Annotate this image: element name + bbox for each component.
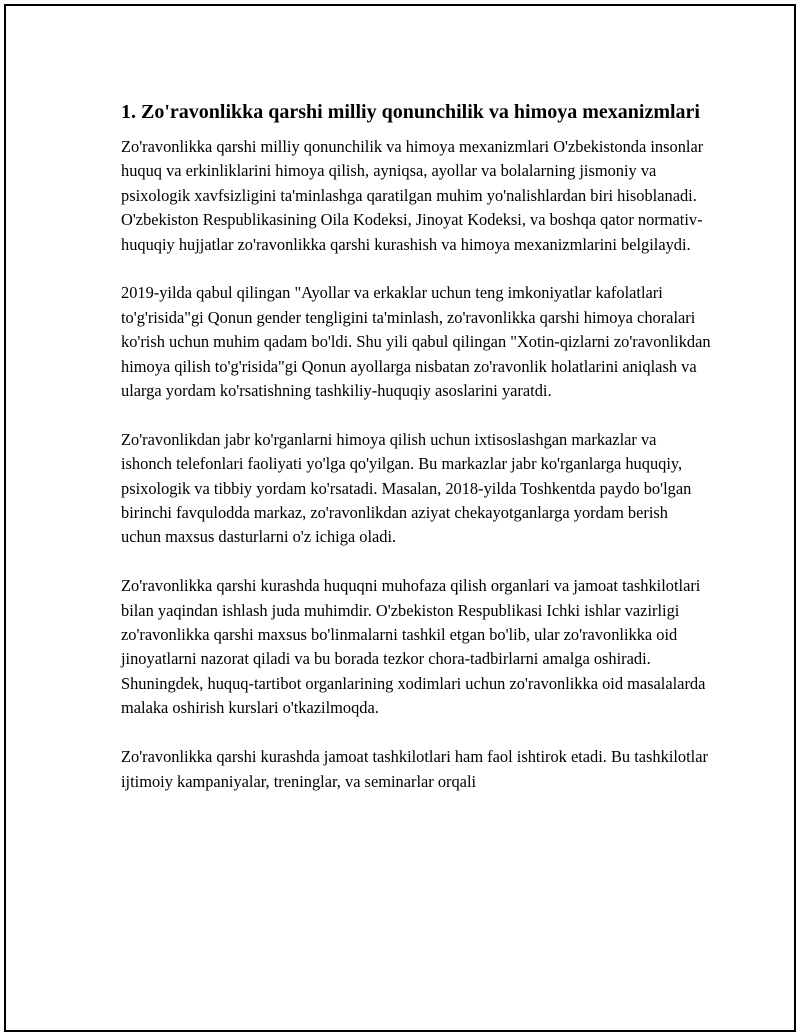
paragraph-2: 2019-yilda qabul qilingan "Ayollar va erkaklar uchun teng imkoniyatlar kafolatlari to'g'risida"gi Qonun gender tengligini ta'minlash, zo'ravonlikka qarshi himoya choralari ko'rish uchun muhim qadam bo'ldi. Shu yili qabul qilingan "Xotin-qizlarni zo'ravonlikdan himoya qilish to'g'risida"gi Qonun ayollarga nisbatan zo'ravonlik holatlarini aniqlash va ularga yordam ko'rsatishning tashkiliy-huquqiy asoslarini yaratdi. bbox=[121, 283, 711, 401]
paragraph-1: Zo'ravonlikka qarshi milliy qonunchilik va himoya mexanizmlari O'zbekistonda insonlar huquq va erkinliklarini himoya qilish, ayniqsa, ayollar va bolalarning jismoniy va psixologik xavfsizligini ta'minlashga qaratilgan muhim yo'nalishlardan biri hisoblanadi. O'zbekiston Respublikasining Oila Kodeksi, Jinoyat Kodeksi, va boshqa qator normativ-huquqiy hujjatlar zo'ravonlikka qarshi kurashish va himoya mexanizmlarini belgilaydi. bbox=[121, 137, 704, 254]
section-heading: 1. Zo'ravonlikka qarshi milliy qonunchilik va himoya mexanizmlari bbox=[121, 101, 700, 123]
paragraph-4: Zo'ravonlikka qarshi kurashda huquqni muhofaza qilish organlari va jamoat tashkilotlari bilan yaqindan ishlash juda muhimdir. O'zbekiston Respublikasi Ichki ishlar vazirligi zo'ravonlikka qarshi maxsus bo'linmalarni tashkil etgan bo'lib, ular zo'ravonlikka oid jinoyatlarni nazorat qiladi va bu borada tezkor chora-tadbirlarni amalga oshiradi. Shuningdek, huquq-tartibot organlarining xodimlari uchun zo'ravonlikka oid masalalarda malaka oshirish kurslari o'tkazilmoqda. bbox=[121, 576, 706, 718]
document-body bbox=[121, 96, 711, 818]
paragraph-5: Zo'ravonlikka qarshi kurashda jamoat tashkilotlari ham faol ishtirok etadi. Bu tashkilotlar ijtimoiy kampaniyalar, treninglar, va seminarlar orqali bbox=[121, 747, 708, 791]
page-frame bbox=[4, 4, 796, 1032]
paragraph-3: Zo'ravonlikdan jabr ko'rganlarni himoya qilish uchun ixtisoslashgan markazlar va ishonch telefonlari faoliyati yo'lga qo'yilgan. Bu markazlar jabr ko'rganlarga huquqiy, psixologik va tibbiy yordam ko'rsatadi. Masalan, 2018-yilda Toshkentda paydo bo'lgan birinchi favqulodda markaz, zo'ravonlikdan aziyat chekayotganlarga yordam berish uchun maxsus dasturlarni o'z ichiga oladi. bbox=[121, 429, 692, 547]
